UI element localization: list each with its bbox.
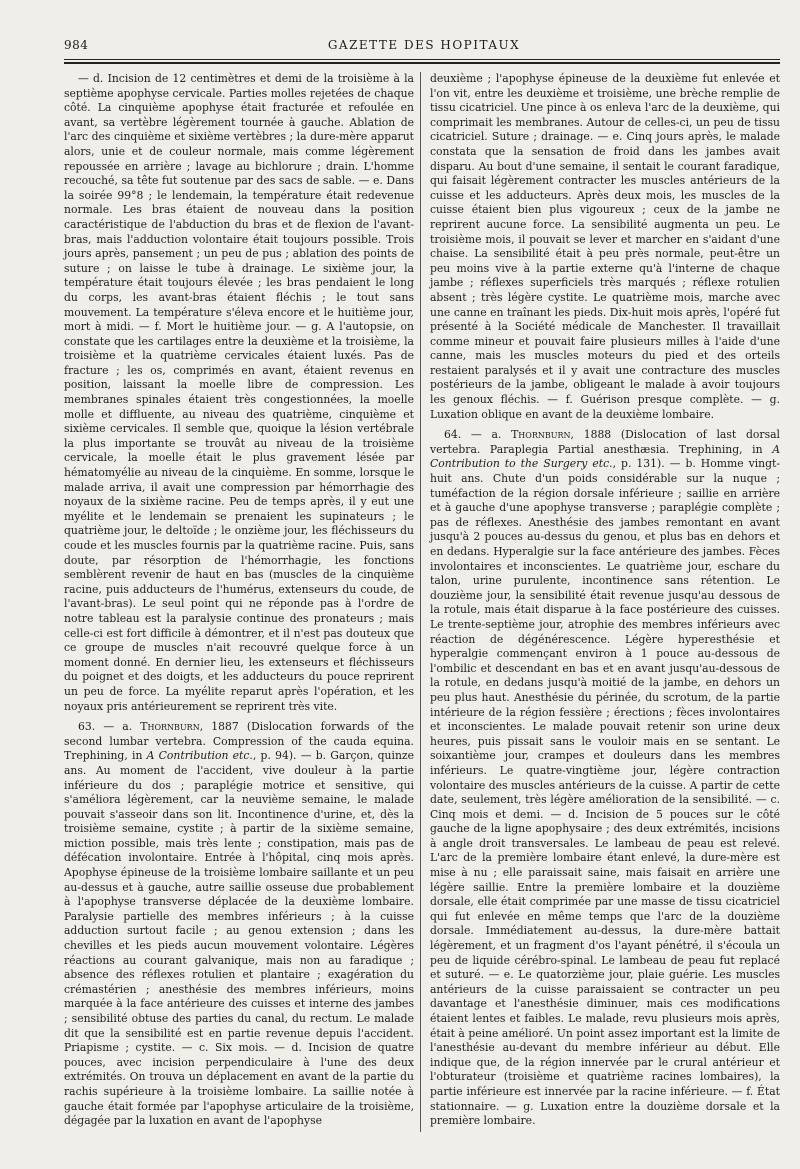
- case-63-number: 63. — a.: [78, 720, 133, 734]
- page-number: 984: [64, 38, 89, 52]
- case-64-reference: , 1888 (Dislocation of last dorsal vertebra. Paraplegia Partial anesthæsia. Trephining, in: [430, 428, 781, 456]
- header-rule-thin: [64, 59, 780, 60]
- left-column: [64, 72, 414, 1129]
- case-64-number: 64. — a.: [444, 428, 502, 442]
- right-column: [430, 72, 780, 1129]
- header-rule-thick: [64, 62, 780, 64]
- case-63-reference: , 1887 (Dislocation forwards of the second lumbar vertebra. Compression of the cauda equina. Trephining, in: [64, 720, 415, 763]
- case-62-continuation: — d. Incision de 12 centimètres et demi de la troisième à la septième apophyse cervicale. Parties molles rejetées de chaque côté. La cinquième apophyse était fracturée et refoulée en avant, sa vertèbre légèrement tournée à gauche. Ablation de l'arc des cinquième et sixième vertèbres ; la dure-mère apparut alors, unie et de couleur normale, mais comme légèrement repoussée en arrière ; lavage au bichlorure ; drain. L'homme recouché, sa tête fut soutenue par des sacs de sable. — e. Dans la soirée 99°8 ; le lendemain, la température était redevenue normale. Les bras étaient de nouveau dans la position caractéristique de l'abduction du bras et de flexion de l'avant-bras, mais l'adduction volontaire était toujours possible. Trois jours après, pansement ; un peu de pus ; ablation des points de suture ; on laisse le tube à drainage. Le sixième jour, la température était toujours élevée ; les bras pendaient le long du corps, les avant-bras étaient fléchis ; le tout sans mouvement. La température s'éleva encore et le huitième jour, mort à midi. — f. Mort le huitième jour. — g. A l'autopsie, on constate que les cartilages entre la deuxième et la troisième, la troisième et la quatrième cervicales étaient luxés. Pas de fracture ; les os, comprimés en avant, étaient revenus en position, laissant la moelle libre de compression. Les membranes spinales étaient très congestionnées, la moelle molle et diffluente, au niveau des quatrième, cinquième et sixième cervicales. Il semble que, quoique la lésion vertébrale la plus importante se trouvât au niveau de la troisième cervicale, la moelle était le plus gravement lésée par hématomyélie au niveau de la cinquième. En somme, lorsque le malade arriva, il avait une compression par hémorrhagie des noyaux de la sixième racine. Peu de temps après, il y eut une myélite et le lendemain se prenaient les supinateurs ; le quatrième jour, le deltoïde ; le onzième jour, les fléchisseurs du coude et les muscles fournis par la quatrième racine. Puis, sans doute, par résorption de l'hémorrhagie, les fonctions semblèrent revenir de haut en bas (muscles de la cinquième racine, puis adducteurs de l'humérus, extenseurs du coude, de l'avant-bras). Le seul point qui ne réponde pas à l'ordre de notre tableau est la paralysie continue des pronateurs ; mais celle-ci est fort difficile à démontrer, et il n'est pas douteux que ce groupe de muscles n'ait recouvré quelque force à un moment donné. En dernier lieu, les extenseurs et fléchisseurs du poignet et des doigts, et les adducteurs du pouce reprirent un peu de force. La myélite reparut après l'opération, et les noyaux pris antérieurement se reprirent très vite.: [64, 72, 414, 713]
- case-64-book-title: A Contribution to the Surgery etc.: [430, 442, 780, 471]
- case-63-continuation: deuxième ; l'apophyse épineuse de la deuxième fut enlevée et l'on vit, entre les deuxième et troisième, une brèche remplie de tissu cicatriciel. Une pince à os enleva l'arc de la deuxième, qui comprimait les membranes. Autour de celles-ci, un peu de tissu cicatriciel. Suture ; drainage. — e. Cinq jours après, le malade constata que la sensation de froid dans les jambes avait disparu. Au bout d'une semaine, il sentait le courant faradique, qui faisait légèrement contracter les muscles antérieurs de la cuisse et les adducteurs. Après deux mois, les muscles de la cuisse étaient bien plus vigoureux ; ceux de la jambe ne reprirent aucune force. La sensibilité augmenta un peu. Le troisième mois, il pouvait se lever et marcher en s'aidant d'une chaise. La sensibilité était à peu près normale, peut-être un peu moins vive à la partie externe qu'à l'interne de chaque jambe ; réflexes superficiels très marqués ; réflexe rotulien absent ; très légère cystite. Le quatrième mois, marche avec une canne en traînant les pieds. Dix-huit mois après, l'opéré fut présenté à la Société médicale de Manchester. Il travaillait comme mineur et pouvait faire plusieurs milles à l'aide d'une canne, mais les muscles moteurs du pied et des orteils restaient paralysés et il y avait une contracture des muscles postérieurs de la jambe, obligeant le malade à avoir toujours les genoux fléchis. — f. Guérison presque complète. — g. Luxation oblique en avant de la deuxième lombaire.: [430, 72, 780, 421]
- running-title: GAZETTE DES HOPITAUX: [327, 38, 521, 52]
- page-header: [64, 38, 780, 58]
- case-64-paragraph: [430, 428, 780, 1129]
- case-63-book-title: A Contribution etc.: [146, 749, 253, 763]
- case-63-author: Thornburn: [140, 720, 200, 734]
- case-64-author: Thornburn: [511, 428, 571, 442]
- case-63-text: , p. 94). — b. Garçon, quinze ans. Au moment de l'accident, vive douleur à la partie inférieure du dos ; paraplégie motrice et sensitive, qui s'améliora légèrement, car la neuvième semaine, le malade pouvait s'asseoir dans son lit. Incontinence d'urine, et, dès la troisième semaine, cystite ; à partir de la sixième semaine, miction possible, mais très lente ; constipation, mais pas de défécation involontaire. Entrée à l'hôpital, cinq mois après. Apophyse épineuse de la troisième lombaire saillante et un peu au-dessus et à gauche, autre saillie osseuse due probablement à l'apophyse transverse déplacée de la deuxième lombaire. Paralysie partielle des membres inférieurs ; à la cuisse adduction surtout facile ; au genou extension ; dans les chevilles et les pieds aucun mouvement volontaire. Légères réactions au courant galvanique, mais non au faradique ; absence des réflexes rotulien et plantaire ; exagération du crémastérien ; anesthésie des membres inférieurs, moins marquée à la face antérieure des cuisses et interne des jambes ; sensibilité obtuse des parties du canal, du rectum. Le malade dit que la sensibilité est en partie revenue depuis l'accident. Priapisme ; cystite. — c. Six mois. — d. Incision de quatre pouces, avec incision perpendiculaire à l'une des deux extrémités. On trouva un déplacement en avant de la partie du rachis supérieure à la troisième lombaire. La saillie notée à gauche était formée par l'apophyse articulaire de la troisième, dégagée par la luxation en avant de l'apophyse: [64, 749, 414, 1128]
- column-divider: [420, 72, 421, 1132]
- case-63-paragraph: [64, 720, 414, 1129]
- case-64-text: , p. 131). — b. Homme vingt-huit ans. Chute d'un poids considérable sur la nuque ; tuméfaction de la région dorsale inférieure ; saillie en arrière et à gauche d'une apophyse transverse ; paraplégie complète ; pas de réflexes. Anesthésie des jambes remontant en avant jusqu'à 2 pouces au-dessus du genou, et plus bas en dehors et en dedans. Hyperalgie sur la face antérieure des jambes. Fèces involontaires et inconscientes. Le quatrième jour, eschare du talon, urine purulente, incontinence sans rétention. Le douzième jour, la sensibilité était revenue jusqu'au dessous de la rotule, mais était disparue à la face postérieure des cuisses. Le trente-septième jour, atrophie des membres inférieurs avec réaction de dégénérescence. Légère hyperesthésie et hyperalgie commençant environ à 1 pouce au-dessous de l'ombilic et descendant en bas et en avant jusqu'au-dessous de la rotule, en dedans jusqu'à moitié de la jambe, en dehors un peu plus haut. Anesthésie du périnée, du scrotum, de la partie intérieure de la région fessière ; érections ; fèces involontaires et inconscientes. Le malade pouvait retenir son urine deux heures, puis pissait sans le vouloir mais en se sentant. Le soixantième jour, crampes et douleurs dans les membres inférieurs. Le quatre-vingtième jour, légère contraction volontaire des muscles antérieurs de la cuisse. A partir de cette date, seulement, très légère amélioration de la sensibilité. — c. Cinq mois et demi. — d. Incision de 5 pouces sur le côté gauche de la ligne apophysaire ; des deux extrémités, incisions à angle droit transversales. Le lambeau de peau est relevé. L'arc de la première lombaire étant enlevé, la dure-mère est mise à nu ; elle paraissait saine, mais faisait en arrière une légère saillie. Entre la première lombaire et la douzième dorsale, elle était comprimée par une masse de tissu cicatriciel qui fut enlevée en même temps que l'arc de la douzième dorsale. Immédiatement au-dessus, la dure-mère battait légèrement, et un fragment d'os l'ayant pénétré, il s'écoula un peu de liquide cérébro-spinal. Le lambeau de peau fut replacé et suturé. — e. Le quatorzième jour, plaie guérie. Les muscles antérieurs de la cuisse paraissaient se contracter un peu davantage et l'anesthésie diminuer, mais ces modifications étaient lentes et faibles. Le malade, revu plusieurs mois après, était à peine amélioré. Un point assez important est la limite de l'anesthésie au-devant du membre inférieur au début. Elle indique que, de la région innervée par le crural antérieur et l'obturateur (troisième et quatrième racines lombaires), la partie inférieure est innervée par la racine inférieure. — f. État stationnaire. — g. Luxation entre la douzième dorsale et la première lombaire.: [430, 457, 781, 1128]
